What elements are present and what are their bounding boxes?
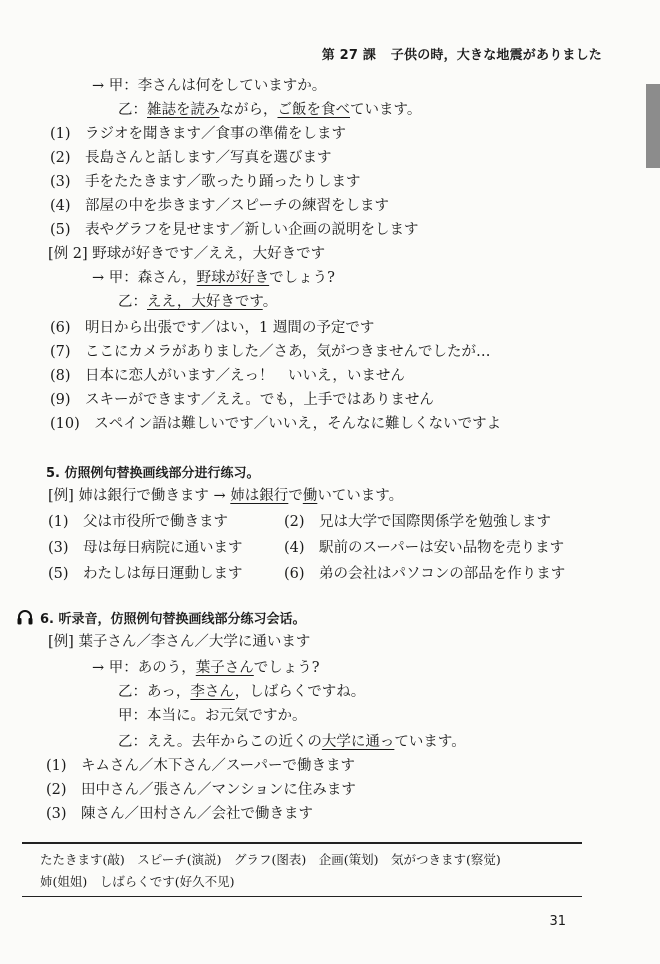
- example-2-question: [92, 268, 335, 288]
- question-text: でしょう?: [269, 270, 335, 286]
- section-6-title: 6. 听录音，仿照例句替换画线部分练习会话。: [40, 612, 306, 627]
- dialogue-line: [118, 682, 365, 702]
- underlined-phrase: 大学に通っ: [321, 734, 395, 750]
- list-item: (6) 弟の会社はパソコンの部品を作ります: [284, 566, 566, 582]
- list-item: (5) 表やグラフを見せます／新しい企画の説明をします: [50, 222, 419, 238]
- list-item: (7) ここにカメラがありました／さあ，気がつきませんでしたが…: [50, 344, 491, 360]
- answer-text: 。: [262, 294, 278, 310]
- underlined-phrase: 姉は銀行: [230, 488, 289, 504]
- dialogue-line: 甲：本当に。お元気ですか。: [118, 708, 307, 724]
- example-label: [例 2]: [48, 246, 88, 262]
- page-number: 31: [549, 914, 566, 929]
- dialogue-text: 乙：ええ。去年からこの近くの: [118, 734, 322, 750]
- list-item: (1) 父は市役所で働きます: [48, 514, 229, 530]
- list-item: (5) わたしは毎日運動します: [48, 566, 243, 582]
- list-item: (4) 駅前のスーパーは安い品物を売ります: [284, 540, 565, 556]
- list-item: (6) 明日から出張です／はい，1 週間の予定です: [50, 320, 375, 336]
- lesson-number: 第 27 課: [321, 48, 377, 63]
- list-item: (2) 長島さんと話します／写真を選びます: [50, 150, 332, 166]
- example-text: 葉子さん／李さん／大学に通います: [78, 634, 311, 650]
- answer-text: ています。: [350, 102, 422, 118]
- vocab-row: 姉(姐姐) しばらくです(好久不见): [40, 874, 235, 889]
- list-item: (3) 手をたたきます／歌ったり踊ったりします: [50, 174, 361, 190]
- example-text: いています。: [317, 488, 404, 504]
- ex4-question: → 甲：李さんは何をしていますか。: [92, 78, 327, 94]
- section-6-example: [48, 632, 310, 652]
- underlined-phrase: 葉子さん: [195, 660, 254, 676]
- example-2: [48, 244, 325, 264]
- speaker-label: 乙：: [118, 102, 147, 118]
- example-2-answer: [118, 292, 277, 312]
- example-text: で: [288, 488, 303, 504]
- list-item: (3) 母は毎日病院に通います: [48, 540, 243, 556]
- dialogue-text: ています。: [394, 734, 466, 750]
- example-label: [例]: [48, 634, 74, 650]
- underlined-phrase: 李さん: [190, 684, 235, 700]
- arrow: →: [213, 488, 226, 504]
- example-text: 野球が好きです／ええ，大好きです: [92, 246, 326, 262]
- vocab-row: たたきます(敲) スピーチ(演説) グラフ(图表) 企画(策划) 気がつきます(察觉): [40, 852, 501, 867]
- underlined-phrase: 雑誌を読み: [147, 102, 220, 118]
- example-label: [例]: [48, 488, 74, 504]
- list-item: (1) キムさん／木下さん／スーパーで働きます: [46, 758, 355, 774]
- underlined-phrase: 働: [302, 488, 318, 504]
- dialogue-text: でしょう?: [253, 660, 320, 676]
- section-5-example: [48, 486, 403, 506]
- list-item: (10) スペイン語は難しいです／いいえ，そんなに難しくないですよ: [50, 416, 502, 432]
- dialogue-line: [92, 658, 320, 678]
- underlined-phrase: 野球が好き: [196, 270, 270, 286]
- example-text: 姉は銀行で働きます: [78, 488, 209, 504]
- edge-tab: [646, 84, 660, 168]
- dialogue-line: [118, 732, 466, 752]
- headphone-icon: [16, 608, 34, 626]
- underlined-phrase: ええ，大好きです: [147, 294, 263, 310]
- list-item: (2) 田中さん／張さん／マンションに住みます: [46, 782, 356, 798]
- speaker-label: 乙：: [118, 294, 147, 310]
- lesson-title: 子供の時，大きな地震がありました: [390, 48, 602, 63]
- dialogue-text: → 甲：あのう，: [92, 660, 196, 676]
- running-header: [322, 44, 602, 63]
- list-item: (9) スキーができます／ええ。でも，上手ではありません: [50, 392, 434, 408]
- underlined-phrase: ご飯を食べ: [277, 102, 350, 118]
- list-item: (4) 部屋の中を歩きます／スピーチの練習をします: [50, 198, 389, 214]
- speaker-label: → 甲：森さん，: [92, 270, 197, 286]
- ex4-answer: [118, 100, 421, 120]
- list-item: (2) 兄は大学で国際関係学を勉強します: [284, 514, 552, 530]
- list-item: (3) 陳さん／田村さん／会社で働きます: [46, 806, 314, 822]
- vocab-top-rule: [22, 842, 582, 844]
- vocab-bottom-rule: [22, 896, 582, 897]
- list-item: (1) ラジオを聞きます／食事の準備をします: [50, 126, 347, 142]
- dialogue-text: ，しばらくですね。: [234, 684, 366, 700]
- list-item: (8) 日本に恋人がいます／えっ！ いいえ，いません: [50, 368, 405, 384]
- dialogue-text: 乙：あっ，: [118, 684, 191, 700]
- answer-text: ながら，: [219, 102, 278, 118]
- section-5-title: 5. 仿照例句替换画线部分进行练习。: [46, 466, 260, 481]
